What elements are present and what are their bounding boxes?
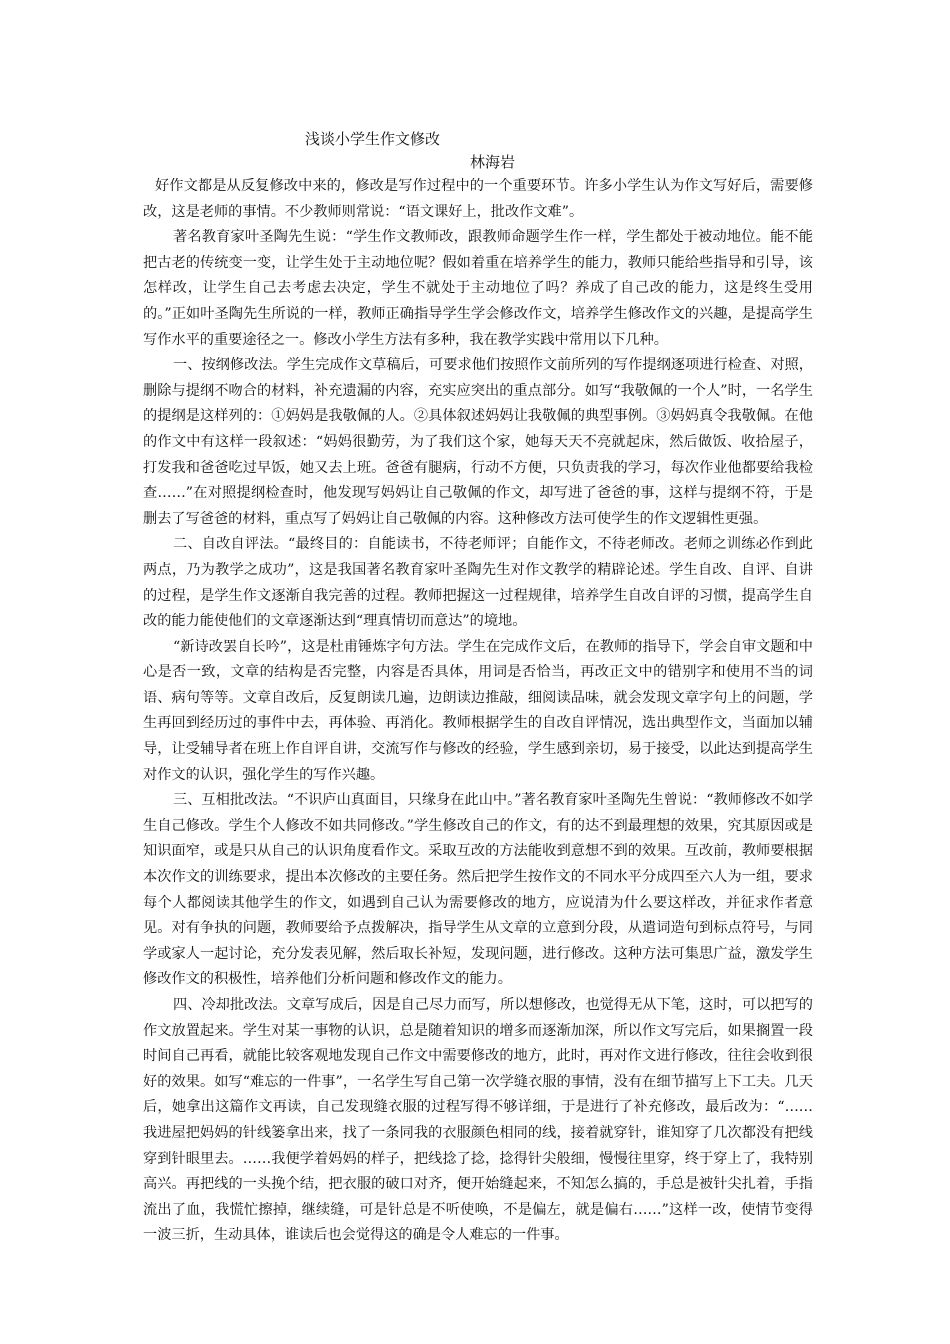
paragraph-method-1: 一、按纲修改法。学生完成作文草稿后，可要求他们按照作文前所列的写作提纲逐项进行检查、对照，删除与提纲不吻合的材料，补充遗漏的内容，充实应突出的重点部分。如写“我敬佩的一个人”时，一名学生的提纲是这样列的：①妈妈是我敬佩的人。②具体叙述妈妈让我敬佩的典型事例。③妈妈真令我敬佩。在他的作文中有这样一段叙述：“妈妈很勤劳，为了我们这个家，她每天天不亮就起床，然后做饭、收拾屋子，打发我和爸爸吃过早饭，她又去上班。爸爸有腿病，行动不方便，只负责我的学习，每次作业他都要给我检查……”在对照提纲检查时，他发现写妈妈让自己敬佩的作文，却写进了爸爸的事，这样与提纲不符，于是删去了写爸爸的材料，重点写了妈妈让自己敬佩的内容。这种修改方法可使学生的作文逻辑性更强。 <box>143 357 813 527</box>
paragraph-intro: 好作文都是从反复修改中来的，修改是写作过程中的一个重要环节。许多小学生认为作文写好后，需要修改，这是老师的事情。不少教师则常说：“语文课好上，批改作文难”。 <box>143 178 813 220</box>
document-author: 林海岩 <box>470 153 516 171</box>
paragraph-quote-ye-shengtao: 著名教育家叶圣陶先生说：“学生作文教师改，跟教师命题学生作一样，学生都处于被动地位。能不能把古老的传统变一变，让学生处于主动地位呢？假如着重在培养学生的能力，教师只能给些指导和引导，该怎样改，让学生自己去考虑去决定，学生不就处于主动地位了吗？养成了自己改的能力，这是终生受用的。”正如叶圣陶先生所说的一样，教师正确指导学生学会修改作文，培养学生修改作文的兴趣，是提高学生写作水平的重要途径之一。修改小学生方法有多种，我在教学实践中常用以下几种。 <box>143 229 813 348</box>
paragraph-method-3: 三、互相批改法。“不识庐山真面目，只缘身在此山中。”著名教育家叶圣陶先生曾说：“教师修改不如学生自己修改。学生个人修改不如共同修改。”学生修改自己的作文，有的达不到最理想的效果，究其原因或是知识面窄，或是只从自己的认识角度看作文。采取互改的方法能收到意想不到的效果。互改前，教师要根据本次作文的训练要求，提出本次修改的主要任务。然后把学生按作文的不同水平分成四至六人为一组，要求每个人都阅读其他学生的作文，如遇到自己认为需要修改的地方，应说清为什么要这样改，并征求作者意见。对有争执的问题，教师要给予点拨解决，指导学生从文章的立意到分段，从遣词造句到标点符号，与同学或家人一起讨论，充分发表见解，然后取长补短，发现问题，进行修改。这种方法可集思广益，激发学生修改作文的积极性，培养他们分析问题和修改作文的能力。 <box>143 792 813 988</box>
paragraph-method-2-detail: “新诗改罢自长吟”，这是杜甫锤炼字句方法。学生在完成作文后，在教师的指导下，学会自审文题和中心是否一致，文章的结构是否完整，内容是否具体，用词是否恰当，再改正文中的错别字和使用不当的词语、病句等等。文章自改后，反复朗读几遍，边朗读边推敲，细阅读品味，就会发现文章字句上的问题，学生再回到经历过的事件中去，再体验、再消化。教师根据学生的自改自评情况，选出典型作文，当面加以辅导，让受辅导者在班上作自评自讲，交流写作与修改的经验，学生感到亲切，易于接受，以此达到提高学生对作文的认识，强化学生的写作兴趣。 <box>143 638 813 783</box>
paragraph-method-4: 四、冷却批改法。文章写成后，因是自己尽力而写，所以想修改，也觉得无从下笔，这时，可以把写的作文放置起来。学生对某一事物的认识，总是随着知识的增多而逐渐加深，所以作文写完后，如果搁置一段时间自己再看，就能比较客观地发现自己作文中需要修改的地方，此时，再对作文进行修改，往往会收到很好的效果。如写“难忘的一件事”，一名学生写自己第一次学缝衣服的事情，没有在细节描写上下工夫。几天后，她拿出这篇作文再读，自己发现缝衣服的过程写得不够详细，于是进行了补充修改，最后改为：“……我进屋把妈妈的针线篓拿出来，找了一条同我的衣服颜色相同的线，接着就穿针，谁知穿了几次都没有把线穿到针眼里去。……我便学着妈妈的样子，把线捻了捻，捻得针尖般细，慢慢往里穿，终于穿上了，我特别高兴。再把线的一头挽个结，把衣服的破口对齐，便开始缝起来，不知怎么搞的，手总是被针尖扎着，手指流出了血，我慌忙擦掉，继续缝，可是针总是不听使唤，不是偏左，就是偏右……”这样一改，使情节变得一波三折，生动具体，谁读后也会觉得这的确是令人难忘的一件事。 <box>143 997 813 1244</box>
paragraph-method-2: 二、自改自评法。“最终目的：自能读书，不待老师评；自能作文，不待老师改。老师之训练必作到此两点，乃为教学之成功”，这是我国著名教育家叶圣陶先生对作文教学的精辟论述。学生自改、自评、自讲的过程，是学生作文逐渐自我完善的过程。教师把握这一过程规律，培养学生自改自评的习惯，提高学生自改的能力能使他们的文章逐渐达到“理真情切而意达”的境地。 <box>143 536 813 630</box>
document-title: 浅谈小学生作文修改 <box>305 130 441 148</box>
document-body <box>143 174 813 1249</box>
